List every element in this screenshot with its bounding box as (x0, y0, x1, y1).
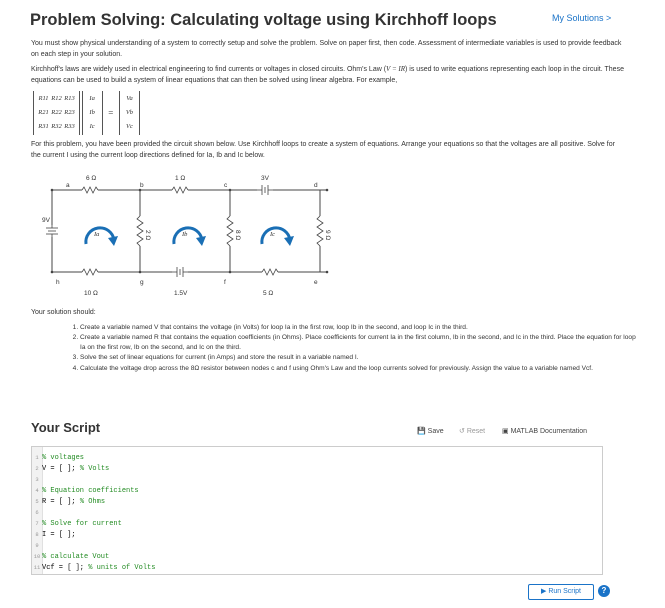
r-cell: R13 (64, 95, 75, 102)
save-button[interactable] (417, 427, 444, 435)
run-script-button[interactable] (528, 584, 594, 600)
label-10ohm: 10 Ω (84, 290, 98, 297)
i-cell: Ic (89, 123, 95, 130)
play-icon: ▶ (540, 588, 549, 595)
run-label: Run Script (548, 588, 581, 595)
code-comment: % Equation coefficients (42, 487, 139, 495)
code-editor[interactable] (31, 446, 603, 575)
save-icon: 💾 (417, 428, 428, 435)
r-cell: R23 (64, 109, 75, 116)
v-cell: Vc (126, 123, 133, 130)
i-cell: Ia (89, 95, 95, 102)
kirchhoff-text-b: ) is used to write equations representing each loop in the circuit. These equations can be used to build a system of linear equations that can then be solved using linear algebra. For example, (31, 66, 624, 84)
node-b: b (140, 182, 144, 189)
code-comment: % voltages (42, 454, 85, 462)
requirement-item: 2. Create a variable named R that contains the equation coefficients (in Ohms). Place coefficients for current Ia in the first column, Ib in the second, and Ic in the third. Place the equation for loop Ia on the first row, Ib on the second, and Ic on the third. (80, 333, 640, 352)
resistor-8ohm (227, 216, 233, 246)
v-cell: Vb (125, 109, 134, 116)
code-line[interactable] (32, 452, 84, 463)
problem-paragraph: For this problem, you have been provided the circuit shown below. Use Kirchhoff loops to create a system of equations. Arrange your equations so that the voltages are all positive. Solve for the current I using the current loop directions defined for Ia, Ib and Ic below. (31, 141, 615, 159)
line-number: 4 (35, 487, 39, 494)
requirement-item: 3. Solve the set of linear equations for current (in Amps) and store the result in a variable named I. (80, 353, 640, 362)
loop-b-label: Ib (182, 231, 188, 238)
example-matrix-equation (33, 91, 140, 135)
line-number: 11 (33, 564, 41, 571)
code-line[interactable] (32, 562, 155, 573)
line-number: 10 (33, 553, 41, 560)
resistor-2ohm (137, 216, 143, 246)
node-h: h (56, 279, 60, 286)
kirchhoff-text-a: Kirchhoff's laws are widely used in electrical engineering to find currents or voltages in closed circuits. Ohm's Law ( (31, 66, 387, 73)
label-5ohm: 5 Ω (263, 290, 274, 297)
line-number: 2 (35, 465, 39, 472)
kirchhoff-paragraph (31, 64, 626, 86)
node-e: e (314, 279, 318, 286)
r-matrix (33, 91, 80, 135)
code-text: R = [ ]; (42, 498, 80, 506)
page-title: Problem Solving: Calculating voltage using Kirchhoff loops (30, 11, 497, 29)
resistor-9ohm (317, 216, 323, 246)
r-cell: R22 (51, 109, 62, 116)
i-cell: Ib (89, 109, 95, 116)
node-g: g (140, 279, 144, 286)
loop-a-label: Ia (94, 231, 100, 238)
code-comment: % units of Volts (88, 564, 156, 572)
r-cell: R32 (51, 123, 62, 130)
line-number: 7 (35, 520, 39, 527)
script-heading: Your Script (31, 420, 101, 435)
i-vector (82, 91, 103, 135)
code-comment: % Ohms (79, 498, 106, 506)
node-c: c (224, 182, 228, 189)
code-line[interactable] (32, 529, 76, 540)
r-cell: R12 (51, 95, 62, 102)
code-line[interactable] (32, 474, 42, 485)
r-cell: R11 (38, 95, 49, 102)
node-f: f (224, 279, 226, 286)
line-number: 5 (35, 498, 39, 505)
equals-sign: = (108, 108, 114, 118)
code-line[interactable] (32, 496, 105, 507)
ohms-law-eq: V = IR (386, 65, 406, 73)
code-line[interactable] (32, 540, 42, 551)
loop-b-arrow (174, 228, 202, 244)
code-line[interactable] (32, 551, 109, 562)
code-line[interactable] (32, 518, 122, 529)
line-number: 1 (35, 454, 39, 461)
label-1-5v: 1.5V (174, 290, 188, 297)
code-comment: % Volts (79, 465, 110, 473)
matlab-documentation-button[interactable] (502, 427, 587, 435)
r-cell: R33 (64, 123, 75, 130)
code-text: Vcf = [ ]; (42, 564, 89, 572)
requirements-list (66, 323, 640, 374)
label-2ohm: 2 Ω (144, 230, 151, 241)
loop-a-arrow (86, 228, 114, 244)
code-text: V = [ ]; (42, 465, 80, 473)
loop-c-arrow (262, 228, 290, 244)
requirements-heading: Your solution should: (31, 309, 96, 316)
reset-label: Reset (466, 428, 486, 435)
reset-button[interactable] (459, 427, 485, 435)
label-9v: 9V (42, 217, 50, 224)
line-number: 9 (35, 542, 39, 549)
line-number: 6 (35, 509, 39, 516)
my-solutions-link[interactable]: My Solutions > (552, 13, 612, 23)
line-number: 8 (35, 531, 39, 538)
label-1ohm: 1 Ω (175, 175, 186, 182)
code-text: I = [ ]; (42, 531, 76, 539)
requirement-item: 1. Create a variable named V that contains the voltage (in Volts) for loop Ia in the first row, loop Ib in the second, and loop Ic in the third. (80, 323, 640, 332)
code-line[interactable] (32, 463, 109, 474)
node-a: a (66, 182, 70, 189)
label-8ohm: 8 Ω (234, 230, 241, 241)
save-label: Save (427, 428, 444, 435)
code-line[interactable] (32, 507, 42, 518)
code-line[interactable] (32, 485, 139, 496)
label-3v: 3V (261, 175, 269, 182)
r-cell: R31 (38, 123, 49, 130)
label-6ohm: 6 Ω (86, 175, 97, 182)
docs-label: MATLAB Documentation (510, 428, 588, 435)
v-vector (119, 91, 140, 135)
v-cell: Va (126, 95, 133, 102)
code-comment: % Solve for current (42, 520, 122, 528)
node-d: d (314, 182, 318, 189)
line-number: 3 (35, 476, 39, 483)
circuit-diagram (42, 172, 342, 297)
r-cell: R21 (38, 109, 49, 116)
intro-paragraph: You must show physical understanding of a system to correctly setup and solve the problem. Solve on paper first, then code. Assessment of intermediate variables is used to provide feedback on each step in your solution. (31, 40, 622, 58)
requirement-item: 4. Calculate the voltage drop across the 8Ω resistor between nodes c and f using Ohm's Law and the loop currents solved for previously. Assign the value to a variable named Vcf. (80, 364, 640, 373)
loop-c-label: Ic (270, 231, 276, 238)
help-icon[interactable]: ? (598, 585, 610, 597)
label-9ohm: 9 Ω (324, 230, 331, 241)
code-comment: % calculate Vout (42, 553, 110, 561)
reset-icon: ↺ (459, 428, 467, 435)
book-icon: ▣ (502, 428, 511, 435)
